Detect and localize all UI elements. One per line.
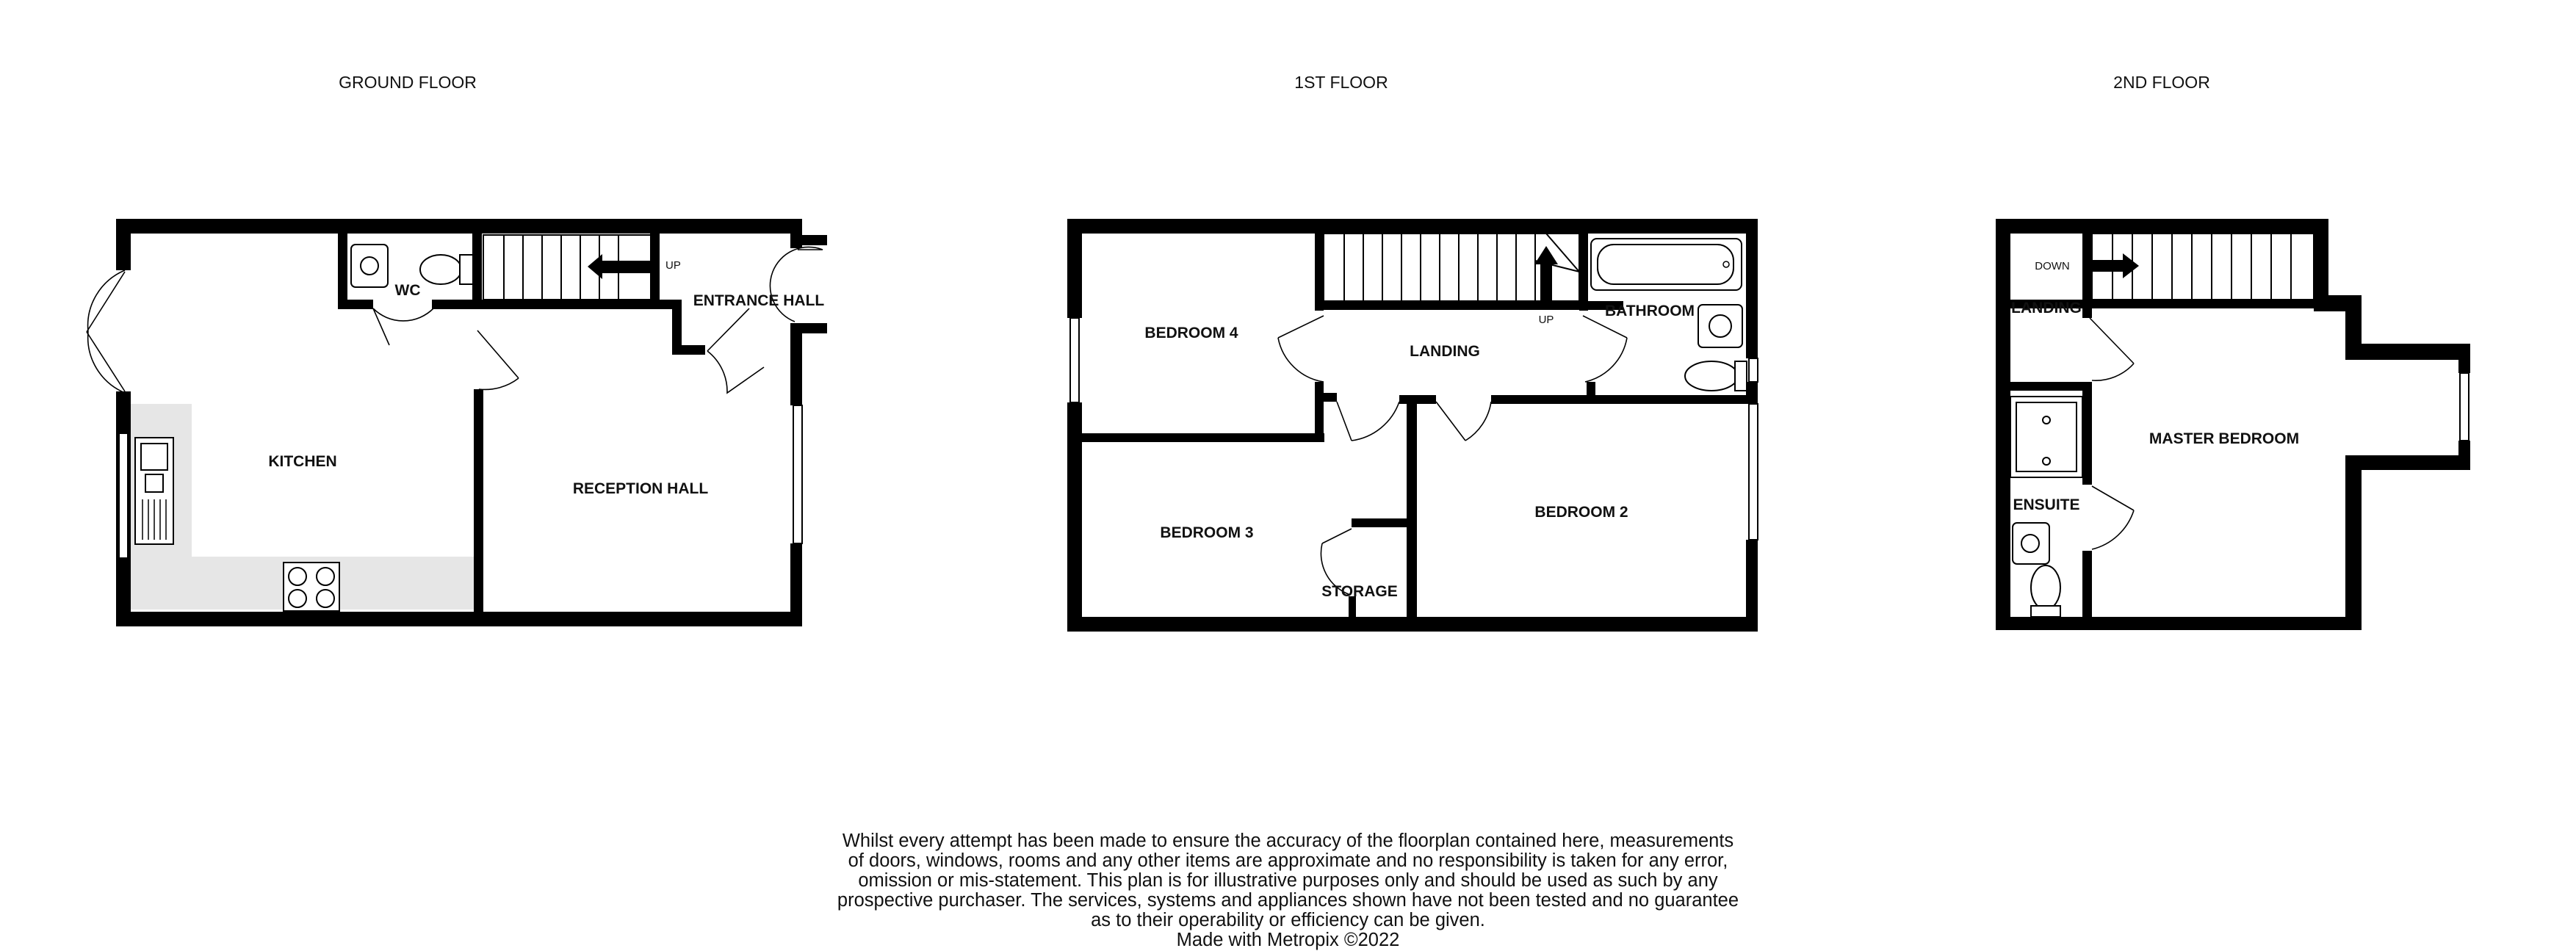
wall	[2010, 382, 2091, 391]
disclaimer-line: omission or mis-statement. This plan is for illustrative purposes only and should be used as such by any	[858, 870, 1718, 891]
wall	[1996, 219, 2328, 234]
hob	[284, 563, 339, 611]
bedroom3-door	[1337, 402, 1399, 441]
bedroom4-door	[1278, 316, 1324, 382]
second-floor-plan	[1996, 73, 2470, 630]
wall	[2082, 551, 2092, 628]
wall	[1746, 219, 1758, 358]
bedroom2-door	[1436, 402, 1491, 441]
wall	[116, 612, 802, 626]
first-floor-plan	[1067, 73, 1758, 632]
room-label-bedroom3: BEDROOM 3	[1160, 524, 1254, 541]
room-label-wc: WC	[394, 282, 421, 299]
toilet	[420, 255, 461, 284]
wc-door	[373, 308, 433, 345]
wall	[116, 219, 131, 270]
room-label-reception-hall: RECEPTION HALL	[572, 480, 709, 497]
disclaimer-line: Whilst every attempt has been made to ensure the accuracy of the floorplan contained here, measurements	[842, 831, 1734, 851]
bathroom-basin	[1698, 305, 1742, 347]
second-floor-title: 2ND FLOOR	[2113, 73, 2210, 92]
wall	[1315, 301, 1587, 310]
window	[1749, 404, 1758, 540]
wall	[1352, 518, 1410, 527]
room-label-storage: STORAGE	[1321, 583, 1398, 600]
wall	[1082, 433, 1324, 442]
kitchen-door	[477, 330, 519, 389]
wall	[432, 300, 476, 309]
room-label-master-bedroom: MASTER BEDROOM	[2149, 430, 2300, 447]
wall	[1996, 219, 2010, 630]
wall	[1315, 219, 1324, 311]
wall	[1315, 382, 1324, 433]
wall	[1579, 219, 1588, 311]
wall	[1491, 395, 1756, 404]
wall	[790, 323, 802, 405]
second-stairs-label: DOWN	[2035, 260, 2070, 272]
window	[1749, 358, 1758, 382]
window	[1070, 318, 1079, 402]
wall	[1067, 219, 1758, 234]
toilet-cistern	[1735, 361, 1747, 391]
wall	[2082, 219, 2092, 308]
wall	[2345, 455, 2470, 470]
wall	[472, 300, 678, 309]
room-label-landing: LANDING	[2011, 300, 2082, 317]
ground-stairs	[483, 235, 657, 300]
room-label-ensuite: ENSUITE	[2013, 496, 2080, 513]
bathroom-door	[1583, 316, 1627, 382]
wall	[1587, 382, 1595, 404]
wall	[798, 235, 827, 245]
wall	[338, 219, 347, 307]
room-label-bathroom: BATHROOM	[1604, 303, 1695, 319]
front-door	[770, 247, 823, 322]
room-label-bedroom4: BEDROOM 4	[1144, 325, 1238, 341]
wall	[2082, 382, 2092, 485]
wall	[2082, 300, 2092, 318]
wall	[1407, 395, 1417, 630]
ground-stairs-label: UP	[665, 259, 681, 272]
toilet-cistern	[2031, 606, 2060, 617]
wall	[790, 543, 802, 626]
room-label-entrance-hall: ENTRANCE HALL	[693, 292, 825, 309]
room-label-kitchen: KITCHEN	[268, 453, 337, 470]
french-doors	[87, 270, 125, 393]
toilet	[2031, 565, 2060, 610]
bath	[1591, 239, 1742, 290]
window	[2460, 373, 2469, 441]
first-stairs-label: UP	[1538, 314, 1554, 326]
credit-line: Made with Metropix ©2022	[1176, 930, 1400, 950]
wall	[338, 300, 373, 309]
shower	[2010, 397, 2082, 477]
wall	[474, 389, 483, 624]
wall	[2345, 344, 2470, 360]
disclaimer-line: prospective purchaser. The services, systems and appliances shown have not been tested and no guarantee	[837, 890, 1739, 911]
toilet-cistern	[460, 255, 473, 284]
first-stairs	[1324, 234, 1579, 301]
wall	[1067, 219, 1082, 318]
wall	[2314, 219, 2328, 300]
toilet	[1685, 361, 1738, 391]
ensuite-door	[2092, 486, 2134, 549]
hall-door	[707, 308, 764, 393]
disclaimer	[735, 831, 1841, 950]
disclaimer-line: of doors, windows, rooms and any other items are approximate and no responsibility is taken for any error,	[848, 850, 1728, 871]
wall	[1746, 540, 1758, 632]
wall	[2458, 344, 2470, 373]
window	[119, 433, 128, 558]
wall	[2345, 455, 2362, 630]
kitchen-sink	[135, 438, 173, 544]
ground-floor-title: GROUND FLOOR	[339, 73, 477, 92]
first-floor-title: 1ST FLOOR	[1294, 73, 1388, 92]
wall	[1315, 393, 1337, 402]
window	[793, 405, 802, 543]
room-label-landing: LANDING	[1410, 343, 1480, 360]
wall	[116, 219, 802, 234]
wall	[672, 345, 705, 355]
ground-floor-plan	[87, 73, 827, 626]
wall	[1399, 395, 1436, 404]
wall	[1067, 402, 1082, 630]
landing-door	[2090, 318, 2134, 380]
wall	[798, 323, 827, 333]
ensuite-basin	[2013, 523, 2049, 564]
wc-basin	[351, 245, 388, 287]
wall	[1996, 617, 2362, 630]
room-label-bedroom2: BEDROOM 2	[1534, 504, 1628, 521]
disclaimer-line: as to their operability or efficiency can be given.	[1091, 910, 1485, 930]
second-stairs	[2092, 234, 2314, 300]
